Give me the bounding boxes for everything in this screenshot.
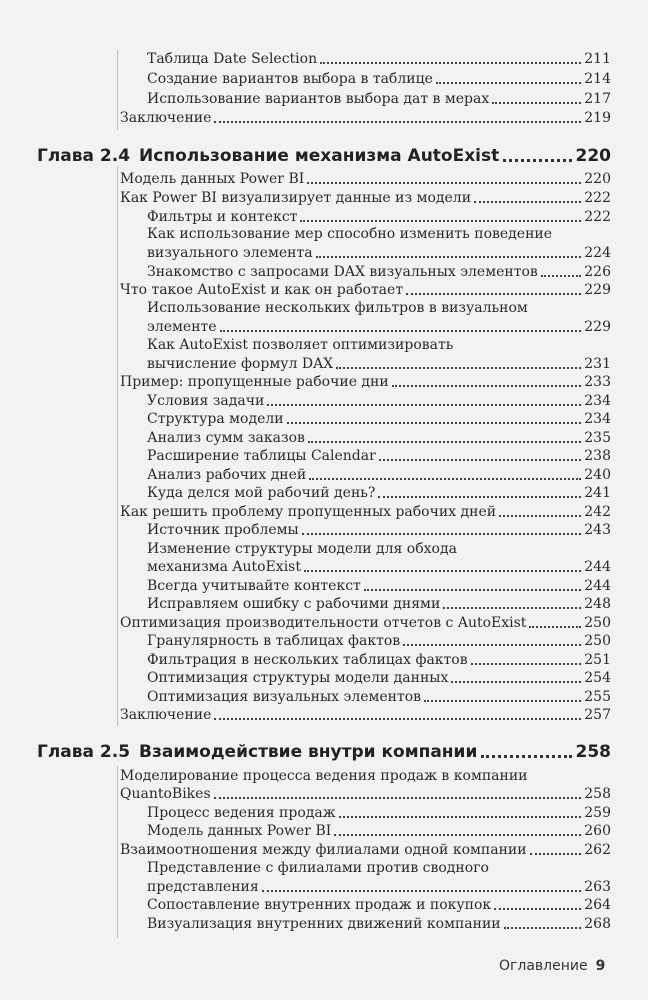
toc-entry[interactable] (147, 578, 611, 595)
toc-entry[interactable] (120, 707, 611, 724)
toc-entry-title[interactable]: Представление с филиалами против сводного (147, 860, 489, 876)
toc-entry[interactable] (147, 209, 611, 226)
toc-entry-page: 244 (584, 559, 611, 575)
toc-entry-title: Всегда учитывайте контекст (147, 578, 361, 594)
toc-entry-page: 222 (584, 190, 611, 206)
toc-entry-title: Как Power BI визуализирует данные из модели (120, 190, 472, 206)
toc-entry[interactable] (147, 430, 611, 447)
toc-entry-title: Заключение (120, 110, 212, 126)
toc-entry-title-cont: вычисление формул DAX (147, 356, 334, 372)
toc-entry-title: Анализ рабочих дней (147, 467, 307, 483)
toc-entry-title: Знакомство с запросами DAX визуальных элементов (147, 264, 538, 280)
toc-entry-page: 260 (584, 823, 611, 839)
toc-entry-page: 220 (584, 171, 611, 187)
toc-entry-page: 217 (584, 91, 611, 107)
toc-entry-title: Сопоставление внутренних продаж и покупок (147, 897, 492, 913)
toc-entry-title: Оптимизация структуры модели данных (147, 670, 449, 686)
toc-entry-title: Как решить проблему пропущенных рабочих дней (120, 504, 497, 520)
toc-entry-title: Пример: пропущенные рабочие дни (120, 374, 389, 390)
toc-entry[interactable] (147, 356, 611, 373)
toc-entry-title: Что такое AutoExist и как он работает (120, 282, 404, 298)
toc-entry-page: 243 (584, 522, 611, 538)
toc-entry-title: Создание вариантов выбора в таблице (147, 71, 433, 87)
rule-line-chapter-2-5 (117, 766, 118, 938)
toc-entry[interactable] (147, 485, 611, 502)
toc-entry-page: 250 (584, 615, 611, 631)
toc-entry[interactable] (147, 805, 611, 822)
toc-entry-title: Использование вариантов выбора дат в мерах (147, 91, 490, 107)
toc-entry-title-cont: представления (147, 879, 259, 895)
toc-entry-page: 254 (584, 670, 611, 686)
toc-entry-title: Модель данных Power BI (120, 171, 305, 187)
toc-entry-page: 235 (584, 430, 611, 446)
toc-entry[interactable] (147, 91, 611, 108)
toc-entry-page: 248 (584, 596, 611, 612)
toc-entry-page: 259 (584, 805, 611, 821)
toc-entry[interactable] (120, 282, 611, 299)
toc-entry[interactable] (147, 670, 611, 687)
toc-entry-page: 251 (584, 652, 611, 668)
toc-entry-title: Фильтры и контекст (147, 209, 298, 225)
toc-entry[interactable] (120, 171, 611, 188)
toc-entry[interactable] (147, 264, 611, 281)
toc-entry[interactable] (147, 916, 611, 933)
toc-entry-title-cont: QuantoBikes (120, 786, 211, 802)
toc-entry-title: Фильтрация в нескольких таблицах фактов (147, 652, 468, 668)
toc-entry-page: 250 (584, 633, 611, 649)
toc-entry-page: 234 (584, 411, 611, 427)
toc-entry-title: Заключение (120, 707, 212, 723)
toc-entry-title: Структура модели (147, 411, 284, 427)
footer-page-number: 9 (595, 958, 606, 974)
toc-entry-title: Визуализация внутренних движений компании (147, 916, 501, 932)
chapter-page: 258 (575, 742, 611, 762)
chapter-page: 220 (575, 146, 611, 166)
toc-entry[interactable] (147, 689, 611, 706)
toc-entry-page: 258 (584, 786, 611, 802)
toc-entry[interactable] (147, 393, 611, 410)
chapter-number: Глава 2.5 (37, 742, 131, 762)
toc-entry-page: 229 (584, 319, 611, 335)
toc-entry-page: 242 (584, 504, 611, 520)
toc-entry[interactable] (147, 51, 611, 68)
toc-entry-title: Источник проблемы (147, 522, 299, 538)
toc-entry[interactable] (120, 842, 611, 859)
toc-entry-page: 268 (584, 916, 611, 932)
toc-entry-page: 219 (584, 110, 611, 126)
toc-entry-title: Модель данных Power BI (147, 823, 332, 839)
toc-entry-page: 233 (584, 374, 611, 390)
toc-entry[interactable] (120, 374, 611, 391)
toc-entry[interactable] (147, 559, 611, 576)
toc-entry-title: Условия задачи (147, 393, 265, 409)
toc-entry[interactable] (120, 190, 611, 207)
toc-entry-title: Анализ сумм заказов (147, 430, 305, 446)
toc-entry-title: Исправляем ошибку с рабочими днями (147, 596, 441, 612)
toc-entry-page: 211 (584, 51, 611, 67)
rule-line-chapter-2-4 (117, 166, 118, 726)
toc-entry-title-cont: элементе (147, 319, 217, 335)
chapter-heading-2-5[interactable] (37, 741, 611, 763)
toc-entry-page: 226 (584, 264, 611, 280)
toc-entry-title-cont: визуального элемента (147, 245, 313, 261)
toc-entry[interactable] (120, 615, 611, 632)
toc-entry-title[interactable]: Как использование мер способно изменить поведение (147, 226, 553, 242)
toc-entry-page: 238 (584, 448, 611, 464)
toc-entry-title: Оптимизация визуальных элементов (147, 689, 422, 705)
toc-entry[interactable] (120, 110, 611, 127)
toc-entry-title: Таблица Date Selection (147, 51, 318, 67)
chapter-number: Глава 2.4 (37, 146, 131, 166)
toc-entry-title[interactable]: Как AutoExist позволяет оптимизировать (147, 337, 454, 353)
toc-entry[interactable] (147, 448, 611, 465)
toc-entry[interactable] (120, 786, 611, 803)
chapter-title: Использование механизма AutoExist (139, 146, 500, 166)
toc-entry-page: 214 (584, 71, 611, 87)
toc-entry-page: 224 (584, 245, 611, 261)
toc-entry-page: 263 (584, 879, 611, 895)
toc-entry-title: Куда делся мой рабочий день? (147, 485, 376, 501)
toc-entry-page: 257 (584, 707, 611, 723)
toc-entry[interactable] (147, 319, 611, 336)
toc-entry[interactable] (147, 596, 611, 613)
toc-entry[interactable] (147, 522, 611, 539)
toc-entry-page: 244 (584, 578, 611, 594)
toc-entry-page: 222 (584, 209, 611, 225)
toc-entry[interactable] (147, 823, 611, 840)
toc-entry-page: 241 (584, 485, 611, 501)
toc-entry-title: Взаимоотношения между филиалами одной компании (120, 842, 527, 858)
toc-entry[interactable] (120, 504, 611, 521)
toc-entry[interactable] (147, 633, 611, 650)
toc-entry-title: Процесс ведения продаж (147, 805, 336, 821)
toc-entry-title: Гранулярность в таблицах фактов (147, 633, 401, 649)
footer-section-title: Оглавление (499, 958, 588, 974)
toc-entry-page: 264 (584, 897, 611, 913)
toc-entry-page: 240 (584, 467, 611, 483)
toc-entry-page: 262 (584, 842, 611, 858)
toc-entry-title: Расширение таблицы Calendar (147, 448, 376, 464)
toc-entry-page: 229 (584, 282, 611, 298)
toc-entry-page: 231 (584, 356, 611, 372)
chapter-title: Взаимодействие внутри компании (139, 742, 478, 762)
toc-entry[interactable] (147, 879, 611, 896)
toc-entry-title[interactable]: Изменение структуры модели для обхода (147, 541, 457, 557)
toc-entry[interactable] (147, 411, 611, 428)
chapter-heading-2-4[interactable] (37, 145, 611, 167)
toc-entry-page: 255 (584, 689, 611, 705)
toc-entry-title: Оптимизация производительности отчетов с AutoExist (120, 615, 527, 631)
rule-line-top (117, 50, 118, 130)
toc-entry[interactable] (147, 652, 611, 669)
toc-entry-title[interactable]: Использование нескольких фильтров в визуальном (147, 300, 528, 316)
toc-entry[interactable] (147, 467, 611, 484)
toc-entry-title[interactable]: Моделирование процесса ведения продаж в компании (120, 768, 528, 784)
toc-entry-page: 234 (584, 393, 611, 409)
page-footer (499, 958, 605, 974)
toc-entry[interactable] (147, 245, 611, 262)
toc-entry[interactable] (147, 897, 611, 914)
toc-entry-title-cont: механизма AutoExist (147, 559, 301, 575)
toc-entry[interactable] (147, 71, 611, 88)
